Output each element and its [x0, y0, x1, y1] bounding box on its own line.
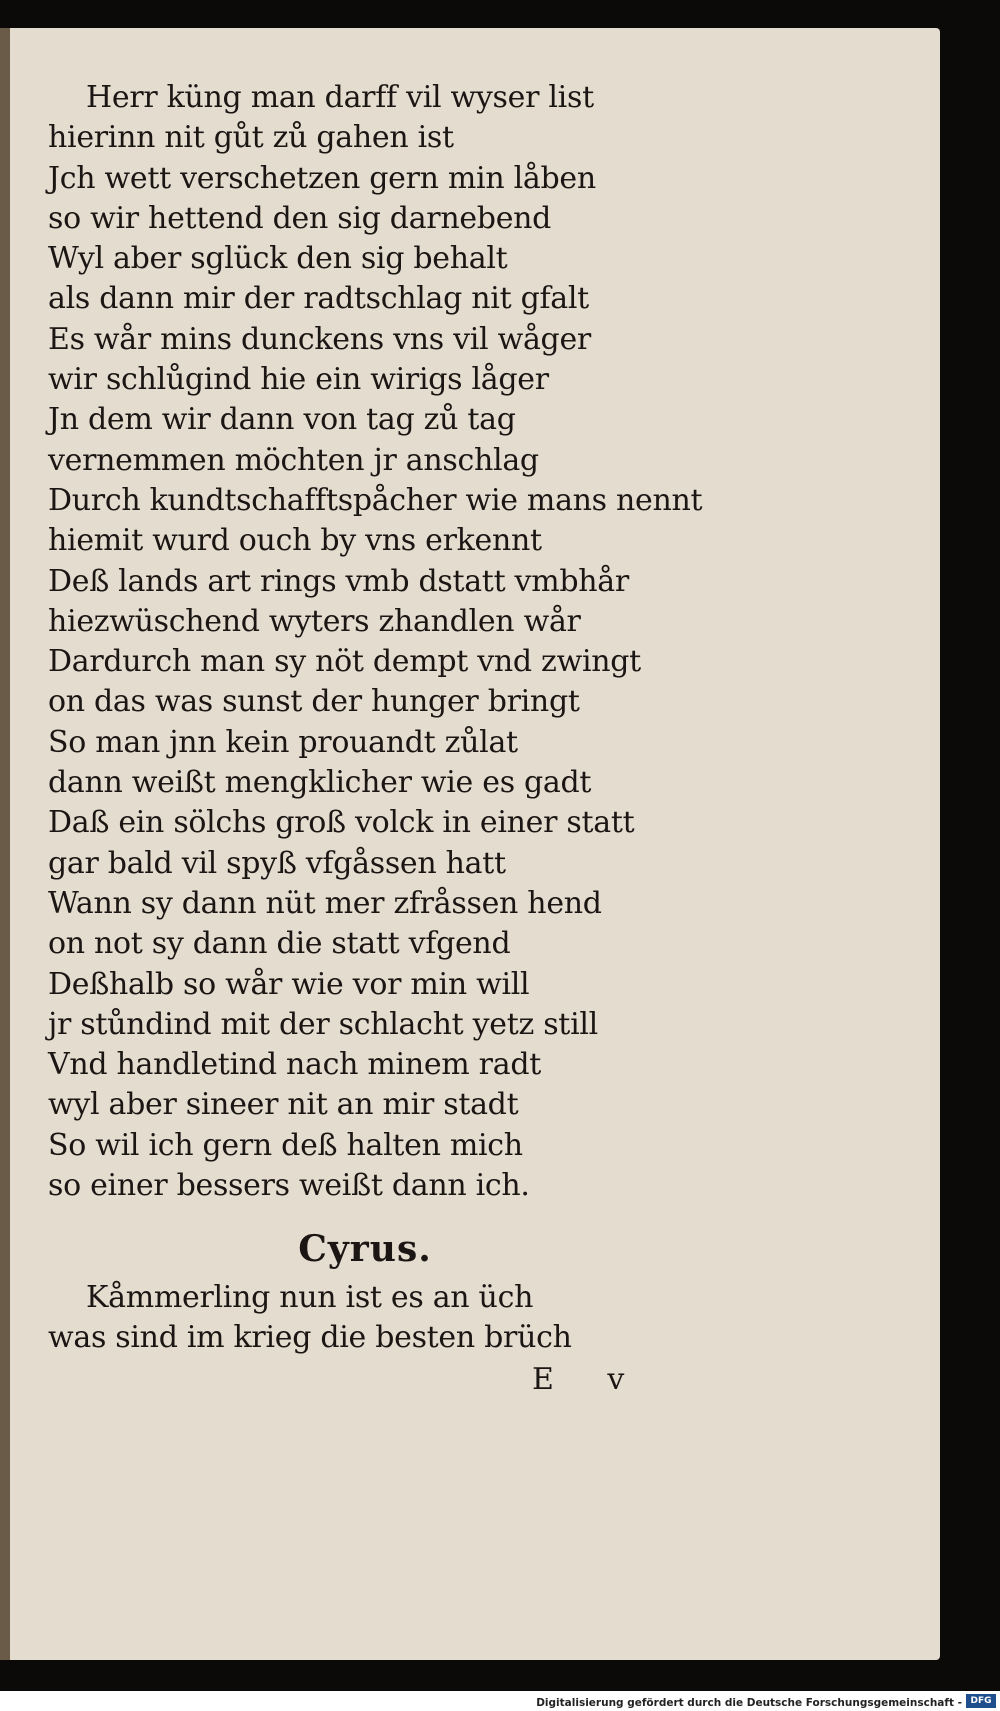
- verse-line: Herr küng man darff vil wyser list: [86, 80, 594, 115]
- verse-line: so wir hettend den sig darnebend: [48, 200, 552, 236]
- verse-line: Deßhalb so wår wie vor min will: [48, 966, 530, 1002]
- verse-line: gar bald vil spyß vfgåssen hatt: [48, 845, 506, 881]
- verse-line: dann weißt mengklicher wie es gadt: [48, 765, 592, 801]
- verse-line: hiemit wurd ouch by vns erkennt: [48, 523, 542, 559]
- verse-line: on not sy dann die statt vfgend: [48, 926, 511, 962]
- verse-line: was sind im krieg die besten brüch: [48, 1320, 572, 1356]
- verse-line: als dann mir der radtschlag nit gfalt: [48, 281, 589, 317]
- verse-line: Es wår mins dunckens vns vil wåger: [48, 321, 591, 357]
- verse-line: wyl aber sineer nit an mir stadt: [48, 1087, 519, 1123]
- verse-line: Vnd handletind nach minem radt: [48, 1047, 541, 1083]
- footer-credit: Digitalisierung gefördert durch die Deutsche Forschungsgemeinschaft -: [536, 1697, 962, 1709]
- page-edge: [0, 28, 10, 1660]
- signature-mark: E v: [532, 1362, 647, 1397]
- verse-line: Durch kundtschafftspåcher wie mans nennt: [48, 482, 703, 518]
- verse-block-2: [48, 1278, 788, 1359]
- verse-line: wir schlůgind hie ein wirigs låger: [48, 362, 549, 398]
- verse-line: Daß ein sölchs groß volck in einer statt: [48, 805, 635, 841]
- verse-line: Kåmmerling nun ist es an üch: [86, 1280, 534, 1315]
- verse-block: [48, 78, 788, 1206]
- verse-line: so einer bessers weißt dann ich.: [48, 1168, 530, 1204]
- footer-bar: [0, 1691, 1000, 1711]
- verse-line: Jch wett verschetzen gern min låben: [48, 160, 596, 196]
- dfg-logo: DFG: [966, 1694, 996, 1708]
- verse-line: on das was sunst der hunger bringt: [48, 684, 580, 720]
- verse-line: hierinn nit gůt zů gahen ist: [48, 120, 454, 156]
- verse-line: Dardurch man sy nöt dempt vnd zwingt: [48, 644, 641, 680]
- verse-line: hiezwüschend wyters zhandlen wår: [48, 603, 581, 639]
- verse-line: Deß lands art rings vmb dstatt vmbhår: [48, 563, 629, 599]
- speaker-heading: Cyrus.: [298, 1228, 432, 1270]
- verse-line: jr stůndind mit der schlacht yetz still: [48, 1006, 598, 1042]
- verse-line: So man jnn kein prouandt zůlat: [48, 724, 518, 760]
- verse-line: Jn dem wir dann von tag zů tag: [48, 402, 516, 438]
- verse-line: So wil ich gern deß halten mich: [48, 1127, 523, 1163]
- verse-line: Wann sy dann nüt mer zfråssen hend: [48, 885, 602, 921]
- verse-line: Wyl aber sglück den sig behalt: [48, 241, 508, 277]
- verse-line: vernemmen möchten jr anschlag: [48, 442, 539, 478]
